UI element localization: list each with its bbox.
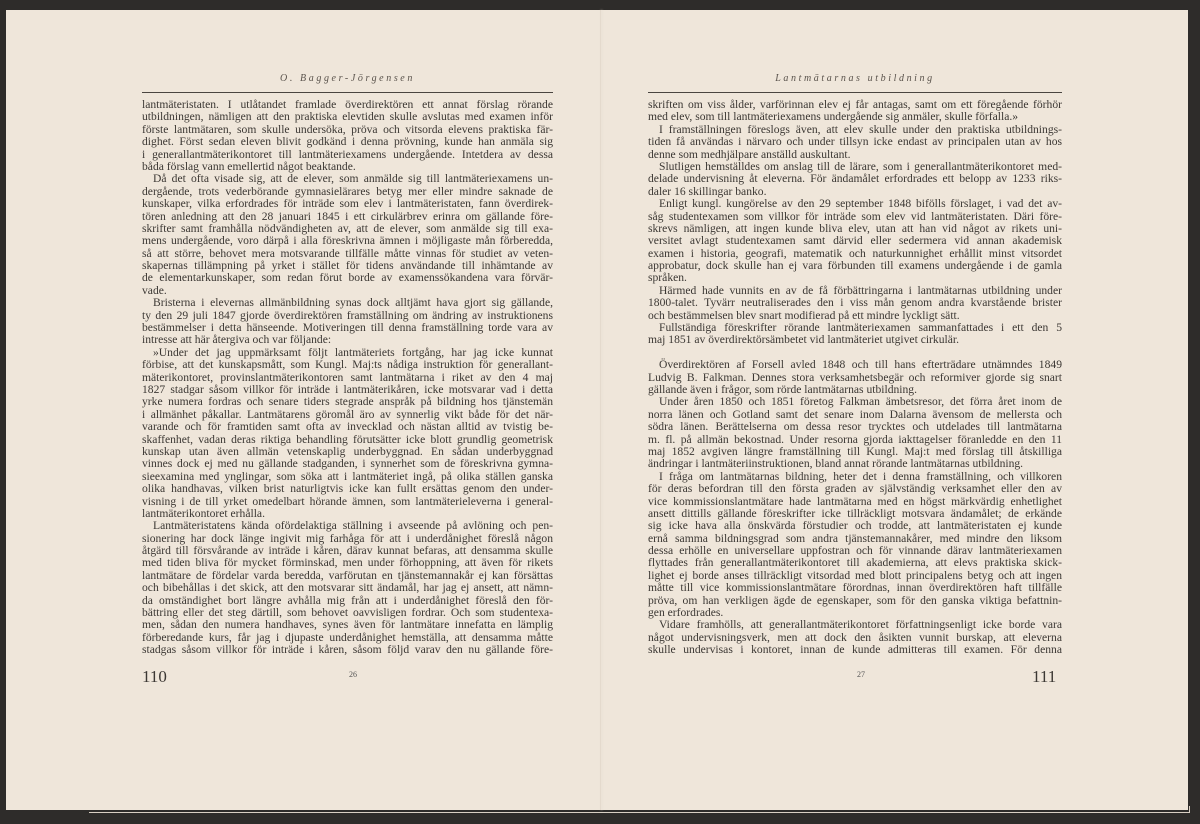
text-line: och bestämmelsen blev snart modifierad på ett mindre lyckligt sätt. — [648, 308, 960, 322]
running-header: O. Bagger-Jörgensen — [280, 73, 415, 84]
text-line: tören anledning att den 28 januari 1845 i ett cirkulärbrev erinra om gällande före- — [142, 209, 553, 223]
text-line: Då det ofta visade sig, att de elever, som anmälde sig till lantmäteriexamens un- — [153, 172, 553, 186]
paragraph — [648, 99, 1062, 124]
text-line: yrke numera fordras och senare tiders stegrade anspråk på bildning hos tjänstemän — [142, 395, 553, 409]
text-line: pröva, om han verkligen ägde de egenskaper, som för den ganska viktiga befattnin- — [648, 593, 1062, 607]
paragraph — [648, 359, 1062, 396]
text-line: Bristerna i elevernas allmänbildning synas dock alltjämt hava gjort sig gällande, — [153, 296, 553, 310]
text-line: maj 1851 av överdirektörsämbetet vid lantmäteriet utgivet cirkulär. — [648, 333, 959, 347]
text-line: visning i de till yrket omedelbart hörande ämnen, som lantmäterieleverna i general- — [142, 494, 553, 508]
book-spine — [600, 10, 601, 810]
text-line: språken. — [648, 271, 687, 285]
text-line: mens undergående, voro därpå i alla föreskrivna ämnen i möjligaste mån förberedda, — [142, 234, 553, 248]
text-line: båda förslag vann emellertid något beaktande. — [142, 159, 356, 173]
text-line: med elev, som till lantmäteriexamens undergående sig anmäler, skulle förfalla.» — [648, 110, 1019, 124]
text-line: denne som medhjälpare anställd auskultant. — [648, 147, 851, 161]
text-line: varande och för framtiden samt ofta av invecklad och nästan alltid av tvistig be- — [142, 420, 553, 434]
text-line: för deras befordran till den första graden av självständig verksamhet eller den av — [648, 482, 1062, 496]
text-line: kunskaper, vilka erfordrades för inträde som elev i lantmäteristaten, fann överdirek- — [142, 197, 553, 211]
body-text — [142, 99, 553, 657]
paragraph — [648, 198, 1062, 285]
text-line: Vidare framhölls, att generallantmäterikontoret författningsenligt icke borde vara — [659, 618, 1062, 632]
text-line: Enligt kungl. kungörelse av den 29 september 1848 bifölls förslaget, i vad det av- — [659, 197, 1062, 211]
text-line: vinnes dock ej med nu gällande stadganden, i synnerhet som de föreskrivna gymna- — [142, 457, 553, 471]
text-line: daler 16 skillingar banko. — [648, 184, 767, 198]
text-line: skaffenhet, vadan deras riktiga behandling förutsätter icke blott grundlig geometrisk — [142, 432, 553, 446]
paragraph — [648, 285, 1062, 322]
header-rule — [648, 92, 1062, 93]
paragraph — [142, 520, 553, 656]
text-line: sieexamina med ynglingar, som söka att i lantmäteriet ingå, på olika ställen ganska — [142, 469, 553, 483]
paragraph — [142, 347, 553, 520]
text-line: approbatur, dock skulle han ej vara förbunden till examens undergående i de gamla — [648, 259, 1062, 273]
text-line: »Under det jag uppmärksamt följt lantmäteriets fortgång, har jag icke kunnat — [153, 345, 553, 359]
text-line: tiden få användas i närvaro och under tillsyn icke endast av principalen utan av hos — [648, 135, 1062, 149]
text-line: något undervisningsverk, men att dock den åsikten vunnit burskap, att eleverna — [648, 630, 1062, 644]
text-line: men, sådan den numera handhaves, synes även för lantmätare innefatta en lämplig — [142, 618, 553, 632]
paragraph — [142, 99, 553, 173]
text-line: skriften om viss ålder, varförinnan elev ej får antagas, samt om ett föregående förhör — [648, 98, 1062, 111]
text-line: dergående, trots vederbörande gymnasielärares betyg mer eller mindre saknade de — [142, 184, 553, 198]
text-line: Fullständiga föreskrifter rörande lantmäteriexamen sammanfattades i ett den 5 — [659, 321, 1062, 335]
text-line: kunskap utan även allmän vetenskaplig underbyggnad. En sådan underbyggnad — [142, 444, 553, 458]
text-line: I framställningen föreslogs även, att elev skulle under den praktiska utbildnings- — [659, 122, 1062, 136]
text-line: och bibehållas i det skick, att den motsvarar sitt ändamål, har jag ej ansett, att nämn- — [142, 581, 553, 595]
text-line: Ludvig B. Falkman. Dennes stora verksamhetsbegär och reformiver gjorde sig snart — [648, 370, 1062, 384]
paragraph — [648, 471, 1062, 620]
text-line: maj 1852 avgiven längre framställning till Kungl. Maj:t med förslag till åtskilliga — [648, 444, 1062, 458]
text-line: dighet. Först sedan eleven blivit godkänd i denna prövning, kunde han anmäla sig — [142, 135, 553, 149]
book-spread — [6, 10, 1188, 810]
text-line: lantmäterikontoret erhålla. — [142, 506, 265, 520]
text-line: ändringar i lantmäteriinstruktionen, bland annat rörande lantmätarnas utbildning. — [648, 457, 1024, 471]
text-line: måtte till vice kommissionslantmätare förordnas, innan överdirektören haft tillfälle — [648, 581, 1062, 595]
text-line: Under åren 1850 och 1851 företog Falkman ämbetsresor, det förra året inom de — [659, 395, 1062, 409]
page-number: 110 — [142, 667, 167, 686]
text-line: förbise, att det kunskapsmått, som Kungl. Maj:ts nådiga instruktion för generallant- — [142, 358, 553, 372]
text-line: skrevs nämligen, att ingen kunde bliva elev, utan att han vid något av rikets uni- — [648, 221, 1062, 235]
text-line: 1827 stadgar såsom villkor för inträde i lantmäterikåren, icke motsvarar vad i detta — [142, 382, 553, 396]
text-line: åtgärd till försvårande av inträde i kåren, därav kunnat befaras, att densamma skulle — [142, 544, 553, 558]
text-line: bestämmelser i detta hänseende. Motiveringen till denna framställning torde vara av — [142, 321, 553, 335]
signature-mark: 27 — [857, 670, 865, 679]
text-line: vade. — [142, 283, 167, 297]
text-line: gen erfordrades. — [648, 606, 724, 620]
text-line: i generallantmäterikontoret till lantmäteriexamens undergående. Intetdera av dessa — [142, 147, 553, 161]
text-line: norra länen och Gotland samt det senare inom Dalarna ävensom de mellersta och — [648, 407, 1062, 421]
text-line: skulle undervisas i kontoret, innan de kunde admitteras till examen. För denna — [648, 643, 1062, 657]
text-line: 1800-talet. Tyvärr neutraliserades den i viss mån genom andra kvarstående brister — [648, 296, 1062, 310]
text-line: stadgas såsom villkor för inträde i kåren, såsom följd varav den nu gällande före- — [142, 643, 553, 657]
paragraph — [648, 322, 1062, 347]
text-line: södra länen. Berättelserna om dessa resor trycktes och utdelades till lantmätarna — [648, 420, 1062, 434]
paragraph — [648, 124, 1062, 161]
text-line: gällande även i frågor, som rörde lantmätarnas utbildning. — [648, 382, 918, 396]
text-line: skapernas tillämpning på yrket i stället för tidens användande till inhämtande av — [142, 259, 553, 273]
body-text — [648, 99, 1062, 657]
paragraph — [648, 619, 1062, 656]
text-line: skrifter samt framhålla nödvändigheten av, att de elever, som anmälde sig till exa- — [142, 221, 553, 235]
text-line: delade undervisning åt eleverna. För ändamålet erfordrades ett belopp av 1233 riks- — [648, 172, 1062, 186]
text-line: I fråga om lantmätarnas bildning, heter det i denna framställning, och villkoren — [659, 469, 1062, 483]
text-line: Lantmäteristatens kända ofördelaktiga ställning i avseende på avlöning och pen- — [153, 519, 553, 533]
text-line: Härmed hade vunnits en av de få förbättringarna i lantmätarnas utbildning under — [659, 283, 1062, 297]
text-line: Slutligen hemställdes om anslag till de lärare, som i generallantmäterikontoret med- — [659, 159, 1062, 173]
paragraph — [648, 396, 1062, 470]
text-line: sig icke hava alla önskvärda förstudier och trodde, att lantmäteristaten ej kunde — [648, 519, 1062, 533]
paragraph — [142, 173, 553, 297]
paragraph — [142, 297, 553, 347]
text-line: förberedande kurs, får jag i djupaste underdånighet hemställa, att densamma måtte — [142, 630, 553, 644]
text-line: dessa erhölle en universellare uppfostran och för vinnande därav lantmäteriexamen — [648, 544, 1062, 558]
text-line: examen i historia, geografi, matematik och naturkunnighet erhållit minst vitsordet — [648, 246, 1062, 260]
text-line: ansett dittills gällande föreskrifter icke tillräckligt motsvara ändamålet; de erkände — [648, 506, 1062, 520]
text-line: bättring eller det steg därtill, som behovet oavvisligen fordrar. Och som studentexa- — [142, 606, 553, 620]
text-line: mäterikontoret, provinslantmäterikontoren samt lantmätarna i riket av den 4 maj — [142, 370, 553, 384]
header-rule — [142, 92, 553, 93]
text-line: olika handhavas, vilken brist naturligtvis icke kan fullt ersättas genom den under- — [142, 482, 553, 496]
text-line: versitet avlagt studentexamen samt därvid eller sedermera vid annan akademisk — [648, 234, 1062, 248]
paragraph — [648, 161, 1062, 198]
text-line: Överdirektören af Forsell avled 1848 och till hans efterträdare utnämndes 1849 — [659, 358, 1062, 372]
text-line: lantmäteristaten. I utlåtandet framlade överdirektören ett annat förslag rörande — [142, 98, 553, 111]
text-line: så att större, behovet mera motsvarande tillfälle måtte vinnas för studiet av veten- — [142, 246, 553, 260]
text-line: förste lantmätaren, som skulle undersöka, pröva och vitsorda elevens praktiska fär- — [142, 122, 553, 136]
text-line: lantmätare de fördelar varda beredda, varförutan en tjänstemannakår ej kan försättas — [142, 568, 553, 582]
text-line: de elementarkunskaper, som redan förut borde av examenssökandena vara förvär- — [142, 271, 553, 285]
left-page — [6, 10, 596, 810]
text-line: flyttades från generallantmäterikontoret till akademierna, att elevs praktiska skick- — [648, 556, 1062, 570]
text-line: sionering har dock länge ingivit mig farhåga för att i underdånighet föreslå någon — [142, 531, 553, 545]
text-line: ernå samma bildningsgrad som andra tjänstemannakårer, med mindre den liksom — [648, 531, 1062, 545]
running-header: Lantmätarnas utbildning — [775, 73, 935, 84]
text-line: såg studentexamen som villkor för inträde som elev vid lantmäteristaten. Däri före- — [648, 209, 1062, 223]
page-number: 111 — [1032, 667, 1057, 686]
signature-mark: 26 — [349, 670, 357, 679]
right-page — [604, 10, 1194, 810]
text-line: med tiden bliva för mycket förminskad, men under förhoppning, att även för rikets — [142, 556, 553, 570]
text-line: i allmänhet påkallar. Lantmätarens göromål äro av synnerlig vikt både för det när- — [142, 407, 553, 421]
text-line: ty den 29 juli 1847 gjorde överdirektören framställning om ändring av instruktionens — [142, 308, 553, 322]
text-line: lighet ej borde anses tillräckligt vitsordad med blott principalens betyg och att ingen — [648, 568, 1062, 582]
text-line: utbildningen, nämligen att den praktiska elevtiden skulle avslutas med examen inför — [142, 110, 553, 124]
text-line: intresse att här återgiva och var följande: — [142, 333, 332, 347]
text-line: m. fl. på allmän bekostnad. Under resorna gjorda iakttagelser föranledde en den 11 — [648, 432, 1062, 446]
text-line: da omständighet bort längre avhålla mig från att i underdånighet föreslå den för- — [142, 593, 553, 607]
text-line: vice kommissionslantmätare hade lantmätarna med en högst märkvärdig enhetlighet — [648, 494, 1062, 508]
